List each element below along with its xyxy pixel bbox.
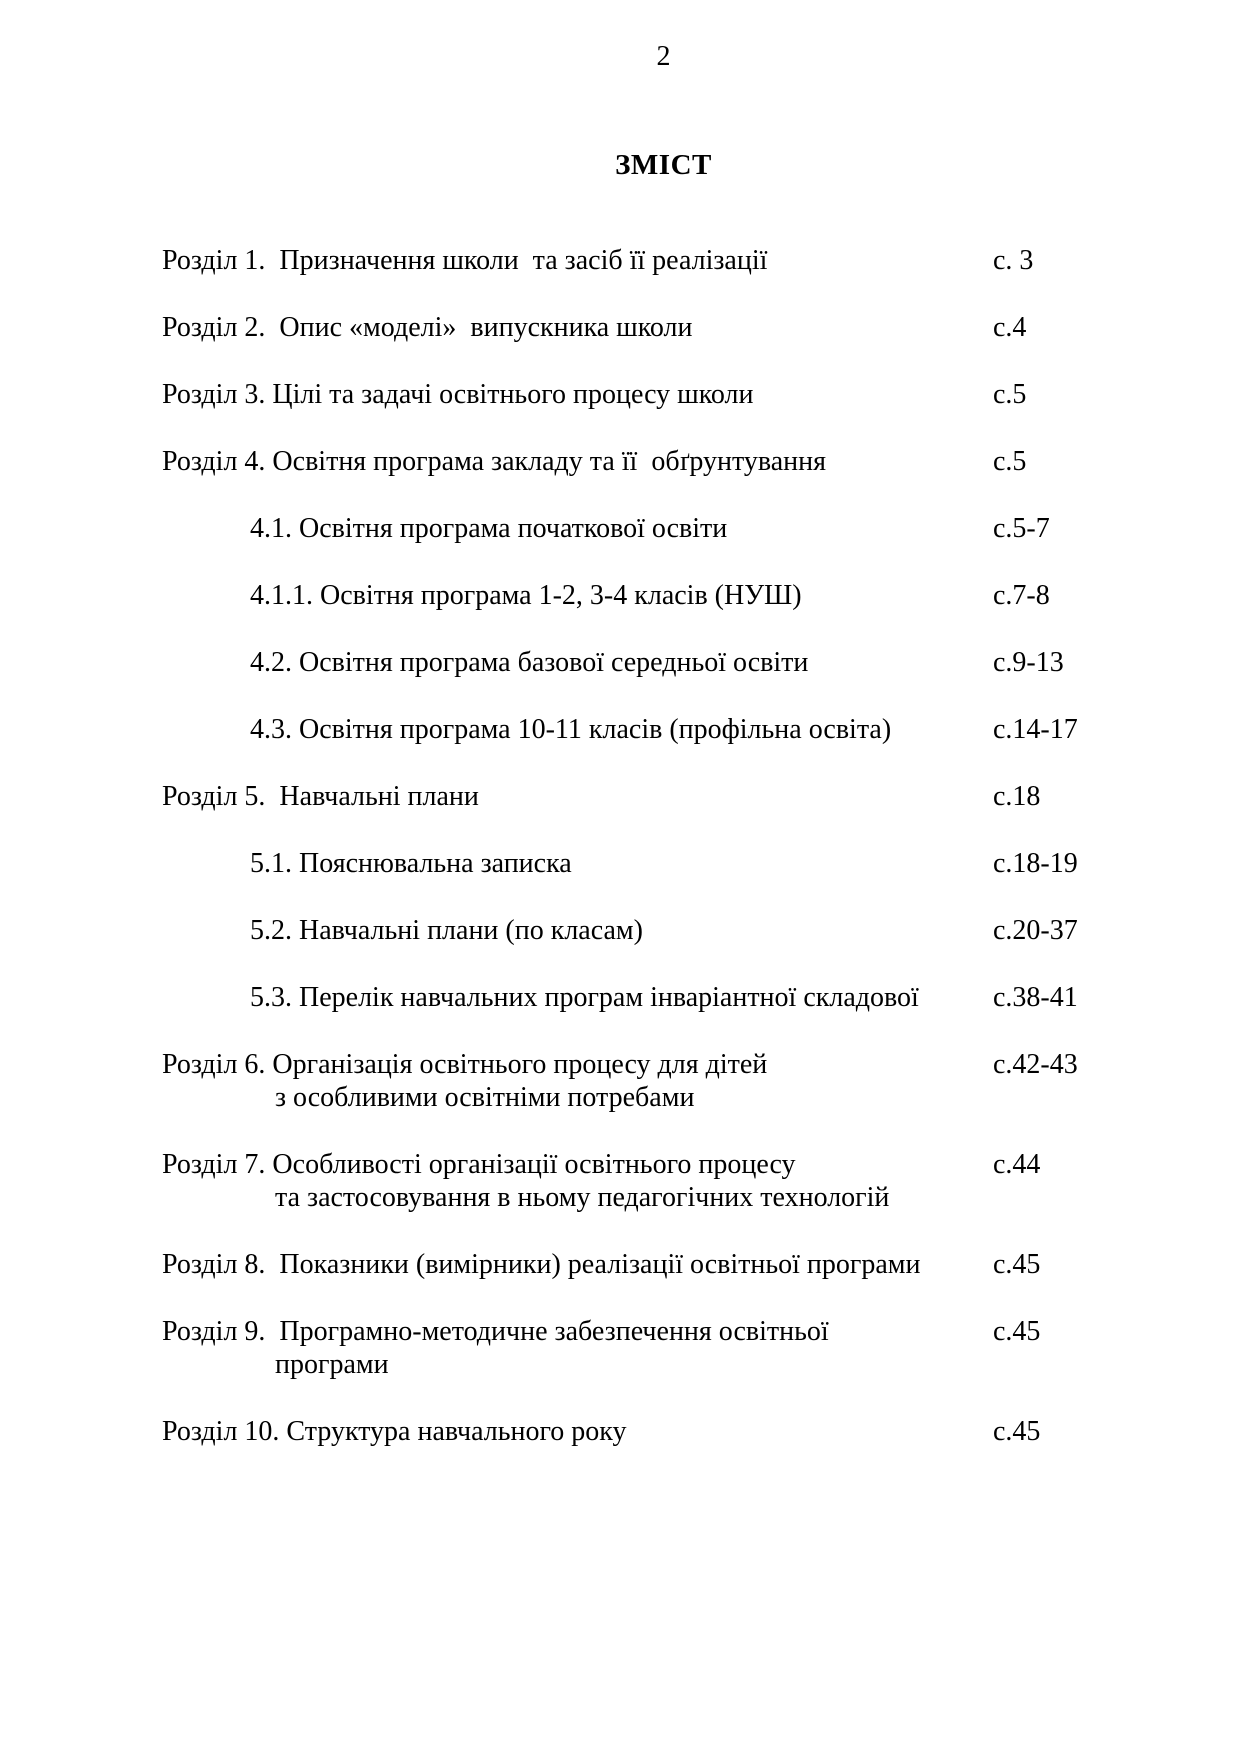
toc-entry-page: с.5 (993, 379, 1027, 410)
toc-entry-title (162, 1148, 993, 1214)
toc-entry-line: Розділ 8. Показники (вимірники) реалізації освітньої програми (162, 1249, 921, 1280)
toc-entry (162, 1315, 1172, 1381)
toc-entry-line: Розділ 1. Призначення школи та засіб її реалізації (162, 245, 768, 276)
toc-entry-page: с. 3 (993, 245, 1034, 276)
toc-entry-line: програми (275, 1349, 389, 1380)
toc-entry-line: 4.2. Освітня програма базової середньої освіти (250, 647, 809, 678)
toc-entry-title (162, 646, 993, 679)
toc-entry-line: 4.1. Освітня програма початкової освіти (250, 513, 728, 544)
toc-entry-page: с.45 (993, 1316, 1041, 1347)
toc-entry-title (162, 1415, 993, 1448)
toc-entry-title (162, 780, 993, 813)
toc-entry-line: та застосовування в ньому педагогічних технологій (275, 1182, 890, 1213)
toc-entry-title (162, 1248, 993, 1281)
toc-entry (162, 445, 1172, 478)
toc-entry-title (162, 244, 993, 277)
toc-entry-line: 4.1.1. Освітня програма 1-2, 3-4 класів (НУШ) (250, 580, 802, 611)
toc-entry (162, 1248, 1172, 1281)
toc-entry (162, 1415, 1172, 1448)
toc-entry (162, 244, 1172, 277)
toc-entry-page: с.44 (993, 1149, 1041, 1180)
toc-entry (162, 646, 1172, 679)
toc-entry-line: Розділ 6. Організація освітнього процесу для дітей (162, 1049, 768, 1080)
toc-entry-title (162, 847, 993, 880)
toc-entry-title (162, 1315, 993, 1381)
toc-entry-title (162, 981, 993, 1014)
toc-entry-page: с.14-17 (993, 714, 1078, 745)
toc-entry-title (162, 512, 993, 545)
toc-entry-page: с.7-8 (993, 580, 1050, 611)
toc-entry (162, 914, 1172, 947)
toc-entry-page: с.18-19 (993, 848, 1078, 879)
toc-entry (162, 1048, 1172, 1114)
toc-entry-line: Розділ 7. Особливості організації освітнього процесу (162, 1149, 796, 1180)
toc-entry-title (162, 378, 993, 411)
toc-entry-page: с.20-37 (993, 915, 1078, 946)
toc-entry-line: Розділ 10. Структура навчального року (162, 1416, 627, 1447)
toc-entry-page: с.45 (993, 1249, 1041, 1280)
toc-entry-line: 5.3. Перелік навчальних програм інваріантної складової (250, 982, 919, 1013)
toc-entry-title (162, 445, 993, 478)
toc-entry-page: с.4 (993, 312, 1027, 343)
table-of-contents (162, 244, 1172, 1482)
toc-entry-page: с.18 (993, 781, 1041, 812)
toc-entry-line: Розділ 3. Цілі та задачі освітнього процесу школи (162, 379, 754, 410)
toc-entry (162, 780, 1172, 813)
toc-entry-title (162, 914, 993, 947)
toc-entry (162, 512, 1172, 545)
toc-entry-line: Розділ 9. Програмно-методичне забезпечення освітньої (162, 1316, 829, 1347)
toc-entry-title (162, 713, 993, 746)
toc-entry-page: с.9-13 (993, 647, 1064, 678)
toc-entry-line: 4.3. Освітня програма 10-11 класів (профільна освіта) (250, 714, 892, 745)
toc-entry (162, 847, 1172, 880)
toc-entry (162, 1148, 1172, 1214)
toc-entry (162, 311, 1172, 344)
page-title: ЗМІСТ (615, 149, 712, 181)
toc-entry-line: з особливими освітніми потребами (275, 1082, 695, 1113)
toc-entry-line: 5.1. Пояснювальна записка (250, 848, 572, 879)
page-number: 2 (656, 41, 671, 72)
toc-entry-title (162, 579, 993, 612)
toc-entry-title (162, 1048, 993, 1114)
toc-entry-title (162, 311, 993, 344)
toc-entry-page: с.42-43 (993, 1049, 1078, 1080)
toc-entry-line: 5.2. Навчальні плани (по класам) (250, 915, 643, 946)
toc-entry (162, 713, 1172, 746)
toc-entry-line: Розділ 5. Навчальні плани (162, 781, 479, 812)
toc-entry-line: Розділ 2. Опис «моделі» випускника школи (162, 312, 693, 343)
toc-entry-page: с.38-41 (993, 982, 1078, 1013)
toc-entry-line: Розділ 4. Освітня програма закладу та її обґрунтування (162, 446, 827, 477)
toc-entry (162, 378, 1172, 411)
toc-entry-page: с.5-7 (993, 513, 1050, 544)
toc-entry-page: с.45 (993, 1416, 1041, 1447)
toc-entry (162, 981, 1172, 1014)
toc-entry (162, 579, 1172, 612)
toc-entry-page: с.5 (993, 446, 1027, 477)
